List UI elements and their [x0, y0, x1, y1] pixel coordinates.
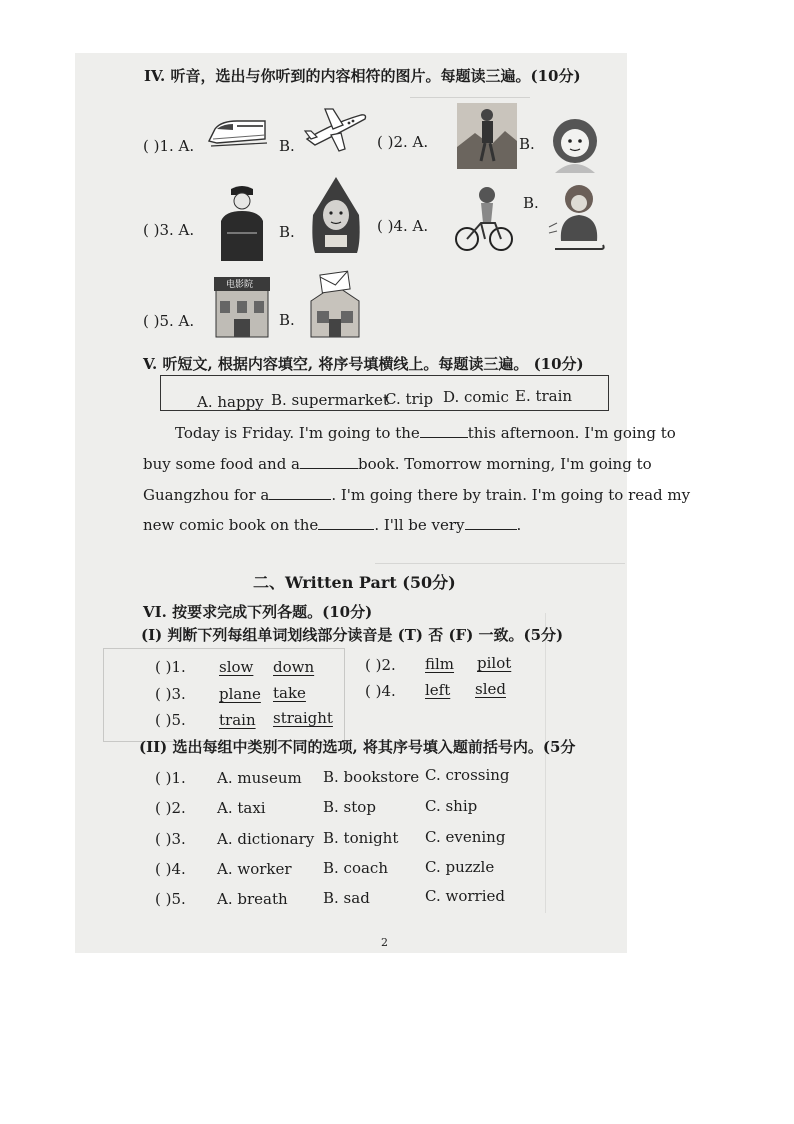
hiker-image: [457, 103, 517, 169]
category-q1-option-b: B. bookstore: [323, 768, 420, 786]
category-q2-option-a: A. taxi: [217, 799, 266, 817]
q4-1-number: ( )1. A.: [143, 137, 195, 155]
airplane-image: [303, 105, 369, 155]
category-q5-option-b: B. sad: [323, 889, 370, 907]
q4-1-option-b: B.: [279, 137, 295, 155]
phonics-q2-number: ( )2.: [365, 656, 396, 674]
answer-blank-3[interactable]: [269, 486, 331, 500]
phonics-q1-word-2: down: [273, 658, 315, 676]
section4-heading: IV. 听音，选出与你听到的内容相符的图片。每题读三遍。(10分): [144, 67, 581, 85]
passage-line-3: [143, 486, 690, 504]
word-option-b: B. supermarket: [271, 391, 389, 409]
q4-4-option-b: B.: [523, 194, 539, 212]
q4-2-number: ( )2. A.: [377, 133, 429, 151]
phonics-q4-word-1: left: [425, 681, 451, 699]
passage-text: Today is Friday. I'm going to the: [175, 424, 420, 442]
train-image: [207, 117, 269, 149]
category-q2-option-b: B. stop: [323, 798, 376, 816]
bleed-through: [545, 613, 626, 913]
section5-heading: V. 听短文, 根据内容填空, 将序号填横线上。每题读三遍。 (10分): [143, 355, 584, 373]
category-q5-number: ( )5.: [155, 890, 186, 908]
passage-text: . I'm going there by train. I'm going to read my: [331, 486, 691, 504]
category-q3-option-a: A. dictionary: [217, 830, 315, 848]
bleed-through: [410, 87, 530, 98]
category-q2-option-c: C. ship: [425, 797, 478, 815]
post-office-image: [307, 271, 363, 339]
phonics-q5-word-2: straight: [273, 709, 333, 727]
woman-image: [307, 175, 365, 257]
word-option-d: D. comic: [443, 388, 509, 406]
category-q5-option-a: A. breath: [217, 890, 288, 908]
sledding-child-image: [549, 179, 605, 257]
girl-image: [545, 115, 605, 173]
q4-5-option-b: B.: [279, 311, 295, 329]
section6-heading: VI. 按要求完成下列各题。(10分): [143, 603, 373, 621]
q4-5-number: ( )5. A.: [143, 312, 195, 330]
phonics-q4-word-2: sled: [475, 680, 506, 698]
page-number: 2: [381, 936, 388, 949]
answer-blank-4[interactable]: [318, 516, 374, 530]
phonics-q1-word-1: slow: [219, 658, 254, 676]
phonics-q5-number: ( )5.: [155, 711, 186, 729]
cinema-image: [212, 273, 272, 339]
passage-text: book. Tomorrow morning, I'm going to: [358, 455, 652, 473]
bleed-through: [375, 553, 625, 564]
category-q3-number: ( )3.: [155, 830, 186, 848]
passage-line-2: [143, 455, 652, 473]
passage-text: Guangzhou for a: [143, 486, 270, 504]
passage-line-4: [143, 516, 521, 534]
category-q1-option-c: C. crossing: [425, 766, 510, 784]
word-option-c: C. trip: [385, 390, 434, 408]
phonics-q5-word-1: train: [219, 711, 256, 729]
phonics-q2-word-1: film: [425, 655, 455, 673]
passage-text: buy some food and a: [143, 455, 301, 473]
answer-blank-1[interactable]: [420, 424, 468, 438]
section6-sub1-heading: (I) 判断下列每组单词划线部分读音是 (T) 否 (F) 一致。(5分): [141, 626, 564, 644]
part-title: 二、Written Part (50分): [253, 573, 456, 592]
policeman-image: [213, 183, 271, 261]
q4-3-number: ( )3. A.: [143, 221, 195, 239]
cyclist-image: [455, 183, 513, 255]
category-q4-option-c: C. puzzle: [425, 858, 495, 876]
exam-page: [75, 53, 691, 953]
answer-blank-2[interactable]: [300, 455, 358, 469]
q4-2-option-b: B.: [519, 135, 535, 153]
passage-line-1: [175, 424, 676, 442]
category-q4-option-b: B. coach: [323, 859, 388, 877]
phonics-q3-word-1: plane: [219, 685, 261, 703]
category-q5-option-c: C. worried: [425, 887, 505, 905]
word-option-e: E. train: [515, 387, 573, 405]
category-q4-number: ( )4.: [155, 860, 186, 878]
category-q1-number: ( )1.: [155, 769, 186, 787]
cinema-sign-text: 电影院: [226, 280, 254, 290]
phonics-q3-word-2: take: [273, 684, 306, 702]
category-q2-number: ( )2.: [155, 799, 186, 817]
phonics-q2-word-2: pilot: [477, 654, 512, 672]
category-q4-option-a: A. worker: [217, 860, 292, 878]
passage-text: this afternoon. I'm going to: [467, 424, 676, 442]
q4-4-number: ( )4. A.: [377, 217, 429, 235]
phonics-q3-number: ( )3.: [155, 685, 186, 703]
answer-blank-5[interactable]: [465, 516, 517, 530]
passage-text: .: [516, 516, 522, 534]
category-q3-option-c: C. evening: [425, 828, 506, 846]
q4-3-option-b: B.: [279, 223, 295, 241]
passage-text: . I'll be very: [374, 516, 465, 534]
phonics-q4-number: ( )4.: [365, 682, 396, 700]
category-q3-option-b: B. tonight: [323, 829, 399, 847]
category-q1-option-a: A. museum: [217, 769, 302, 787]
passage-text: new comic book on the: [143, 516, 319, 534]
phonics-q1-number: ( )1.: [155, 658, 186, 676]
section6-sub2-heading: (II) 选出每组中类别不同的选项, 将其序号填入题前括号内。(5分: [139, 738, 576, 756]
word-option-a: A. happy: [197, 393, 264, 411]
